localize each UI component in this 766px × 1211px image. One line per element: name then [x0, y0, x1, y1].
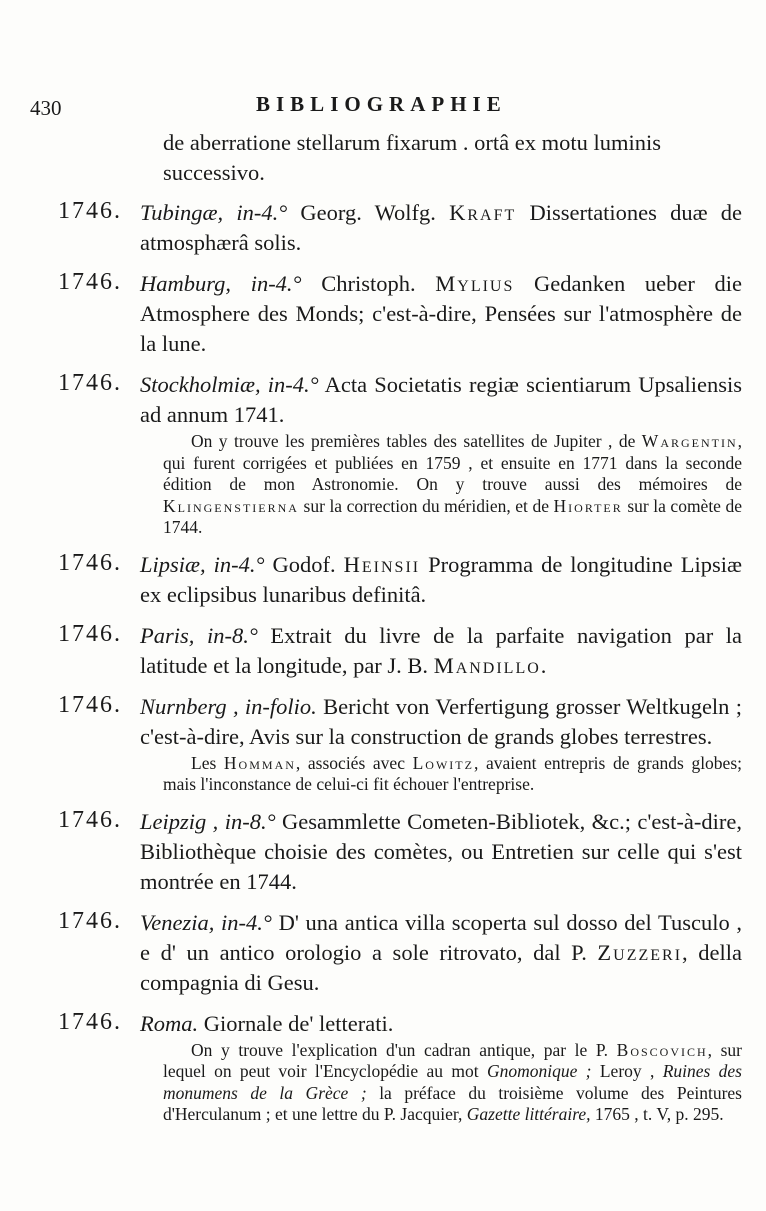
- note-text: On y trouve les premières tables des satellites de Jupiter , de: [191, 431, 636, 451]
- entry-place: Paris, in-8.°: [140, 622, 258, 648]
- entry-text: Giornale de' letterati.: [203, 1010, 394, 1036]
- note-text: , avaient entrepris de grands globes; mais l'inconstance de celui-ci fit échouer l'entreprise.: [163, 752, 742, 794]
- entry-place: Stockholmiæ, in-4.°: [140, 372, 319, 397]
- note-italic: Gnomonique ;: [486, 1061, 592, 1081]
- entry-text-after: , della compagnia di Gesu.: [140, 939, 742, 995]
- page-number: 430: [30, 96, 62, 120]
- entry-year: 1746.: [58, 806, 122, 833]
- entry-text: Extrait du livre de la parfaite navigation par la latitude et la longitude, par J. B.: [140, 622, 743, 678]
- entry-main: [140, 198, 742, 258]
- bibliography-entry: [58, 269, 742, 359]
- entry-text: D' una antica villa scoperta sul dosso del Tusculo , e d' un antico orologio a sole ritrovato, dal P.: [140, 909, 742, 965]
- note-name: Hiorter: [553, 495, 623, 516]
- entry-place: Hamburg, in-4.°: [140, 271, 302, 296]
- note-text: Leroy ,: [599, 1061, 655, 1081]
- entry-author: Heinsii: [343, 551, 421, 577]
- entry-author: Mandillo.: [433, 652, 549, 678]
- entry-main: [140, 692, 742, 752]
- note-text: la préface du troisième volume des Peintures d'Herculanum ; et une lettre du P. Jacquier,: [163, 1082, 742, 1124]
- entry-note: [163, 1040, 742, 1126]
- entry-year: 1746.: [58, 1008, 122, 1035]
- entry-year: 1746.: [58, 370, 122, 396]
- running-title: BIBLIOGRAPHIE: [256, 92, 507, 116]
- note-text: sur la comète de 1744.: [163, 495, 743, 537]
- note-name: Wargentin: [641, 431, 738, 451]
- note-text: , sur lequel on peut voir l'Encyclopédie au mot: [163, 1039, 743, 1081]
- entry-author: Kraft: [449, 200, 517, 225]
- bibliography-entry: [58, 550, 742, 610]
- note-text: , associés avec: [295, 752, 405, 773]
- bibliography-entry: [58, 370, 742, 539]
- entry-main: [140, 550, 742, 610]
- entry-main: [140, 621, 742, 681]
- note-text: On y trouve l'explication d'un cadran antique, par le P.: [191, 1039, 609, 1060]
- entry-text: Dissertationes duæ de atmosphærâ solis.: [140, 200, 743, 255]
- entry-author: Mylius: [435, 271, 515, 296]
- entry-year: 1746.: [58, 907, 122, 934]
- note-italic: Gazette littéraire,: [466, 1104, 591, 1124]
- bibliography-entry: [58, 807, 742, 897]
- entry-note: [163, 431, 742, 539]
- entry-place: Nurnberg , in-folio.: [140, 693, 317, 719]
- entry-text: Gedanken ueber die Atmosphere des Monds; c'est-à-dire, Pensées sur l'atmosphère de la lune.: [140, 271, 743, 356]
- note-text: Les: [191, 752, 217, 773]
- bibliography-entry: [58, 692, 742, 796]
- note-text: , qui furent corrigées et publiées en 1759 , et ensuite en 1771 dans la seconde édition de mon Astronomie. On y trouve aussi des mémoires de: [163, 431, 743, 494]
- note-name: Homman: [223, 752, 296, 773]
- bibliography-entry: [58, 198, 742, 258]
- bibliography-entry: [58, 908, 742, 998]
- entry-text: Acta Societatis regiæ scientiarum Upsaliensis ad annum 1741.: [140, 372, 743, 427]
- entry-year: 1746.: [58, 269, 122, 295]
- note-name: Boscovich: [616, 1039, 708, 1060]
- note-name: Lowitz: [412, 752, 474, 773]
- continuation-text: de aberratione stellarum fixarum . ortâ ex motu luminis successivo.: [163, 130, 661, 185]
- entry-year: 1746.: [58, 691, 122, 718]
- entry-place: Tubingæ, in-4.°: [140, 200, 288, 225]
- entry-text: Programma de longitudine Lipsiæ ex eclipsibus lunaribus definitâ.: [140, 551, 743, 607]
- entry-place: Venezia, in-4.°: [140, 909, 272, 935]
- entry-main: [140, 1009, 742, 1039]
- entry-author: Zuzzeri: [597, 939, 683, 965]
- entry-main: [140, 908, 742, 998]
- entry-place: Leipzig , in-8.°: [140, 808, 276, 834]
- entry-main: [140, 807, 742, 897]
- entry-main: [140, 370, 742, 430]
- bibliography-content: [58, 128, 742, 1137]
- entry-text: Gesammlette Cometen-Bibliotek, &c.; c'est-à-dire, Bibliothèque choisie des comètes, ou Entretien sur celle qui s'est montrée en 1744.: [140, 808, 742, 894]
- entry-year: 1746.: [58, 549, 122, 576]
- page-header: [30, 92, 740, 122]
- entry-author-prefix: Christoph.: [321, 271, 416, 296]
- bibliography-entry: [58, 1009, 742, 1126]
- entry-place: Roma.: [140, 1010, 199, 1036]
- entry-note: [163, 753, 742, 796]
- entry-main: [140, 269, 742, 359]
- entry-place: Lipsiæ, in-4.°: [140, 551, 265, 577]
- entry-year: 1746.: [58, 198, 122, 224]
- entry-year: 1746.: [58, 620, 122, 647]
- entry-text: Bericht von Verfertigung grosser Weltkugeln ; c'est-à-dire, Avis sur la construction de grands globes terrestres.: [140, 693, 743, 749]
- entry-author-prefix: Georg. Wolfg.: [300, 200, 436, 225]
- note-italic: Ruines des monumens de la Grèce ;: [163, 1061, 742, 1103]
- entry-author-prefix: Godof.: [272, 551, 336, 577]
- note-text: 1765 , t. V, p. 295.: [594, 1104, 724, 1124]
- note-text: sur la correction du méridien, et de: [303, 495, 549, 516]
- note-name: Klingenstierna: [163, 495, 299, 516]
- bibliography-entry: [58, 621, 742, 681]
